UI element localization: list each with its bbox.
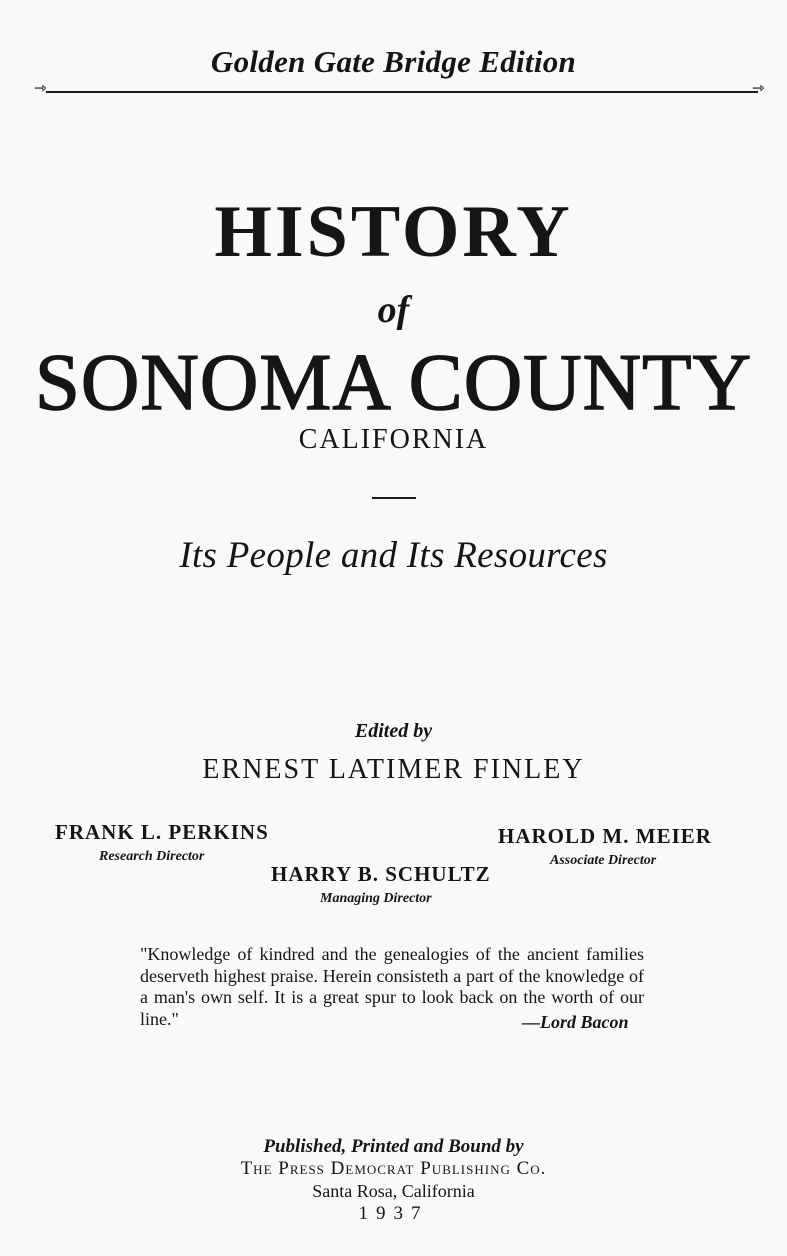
rule-ornament-left: ⇾ [34, 81, 47, 97]
staff-role-schultz: Managing Director [320, 891, 432, 906]
staff-name-perkins: FRANK L. PERKINS [55, 820, 269, 844]
edition-heading: Golden Gate Bridge Edition [210, 44, 577, 79]
epigraph-text: "Knowledge of kindred and the genealogies of the ancient families deserveth highest praise. Herein consisteth a part of the knowledge of a man's own self. It is a great spur to look back on the worth of our line." [140, 944, 644, 1029]
title-of: of [377, 289, 410, 331]
publisher-city: Santa Rosa, California [312, 1181, 475, 1201]
epigraph-attribution: —Lord Bacon [522, 1012, 629, 1032]
edited-by-label: Edited by [354, 720, 433, 742]
staff-role-meier: Associate Director [550, 853, 657, 868]
published-by-label: Published, Printed and Bound by [263, 1136, 524, 1157]
title-divider [372, 497, 416, 499]
staff-name-schultz: HARRY B. SCHULTZ [271, 862, 491, 886]
subtitle: Its People and Its Resources [179, 535, 608, 576]
title-sonoma-county: SONOMA COUNTY [34, 337, 753, 427]
staff-role-perkins: Research Director [99, 849, 205, 864]
title-history: HISTORY [214, 191, 573, 273]
staff-name-meier: HAROLD M. MEIER [498, 824, 712, 848]
edition-rule [46, 91, 758, 93]
publication-year: 1937 [358, 1203, 429, 1224]
publisher-name: The Press Democrat Publishing Co. [240, 1158, 547, 1179]
editor-name: ERNEST LATIMER FINLEY [202, 754, 585, 785]
rule-ornament-right: ⇾ [752, 81, 765, 97]
title-california: CALIFORNIA [298, 424, 489, 455]
